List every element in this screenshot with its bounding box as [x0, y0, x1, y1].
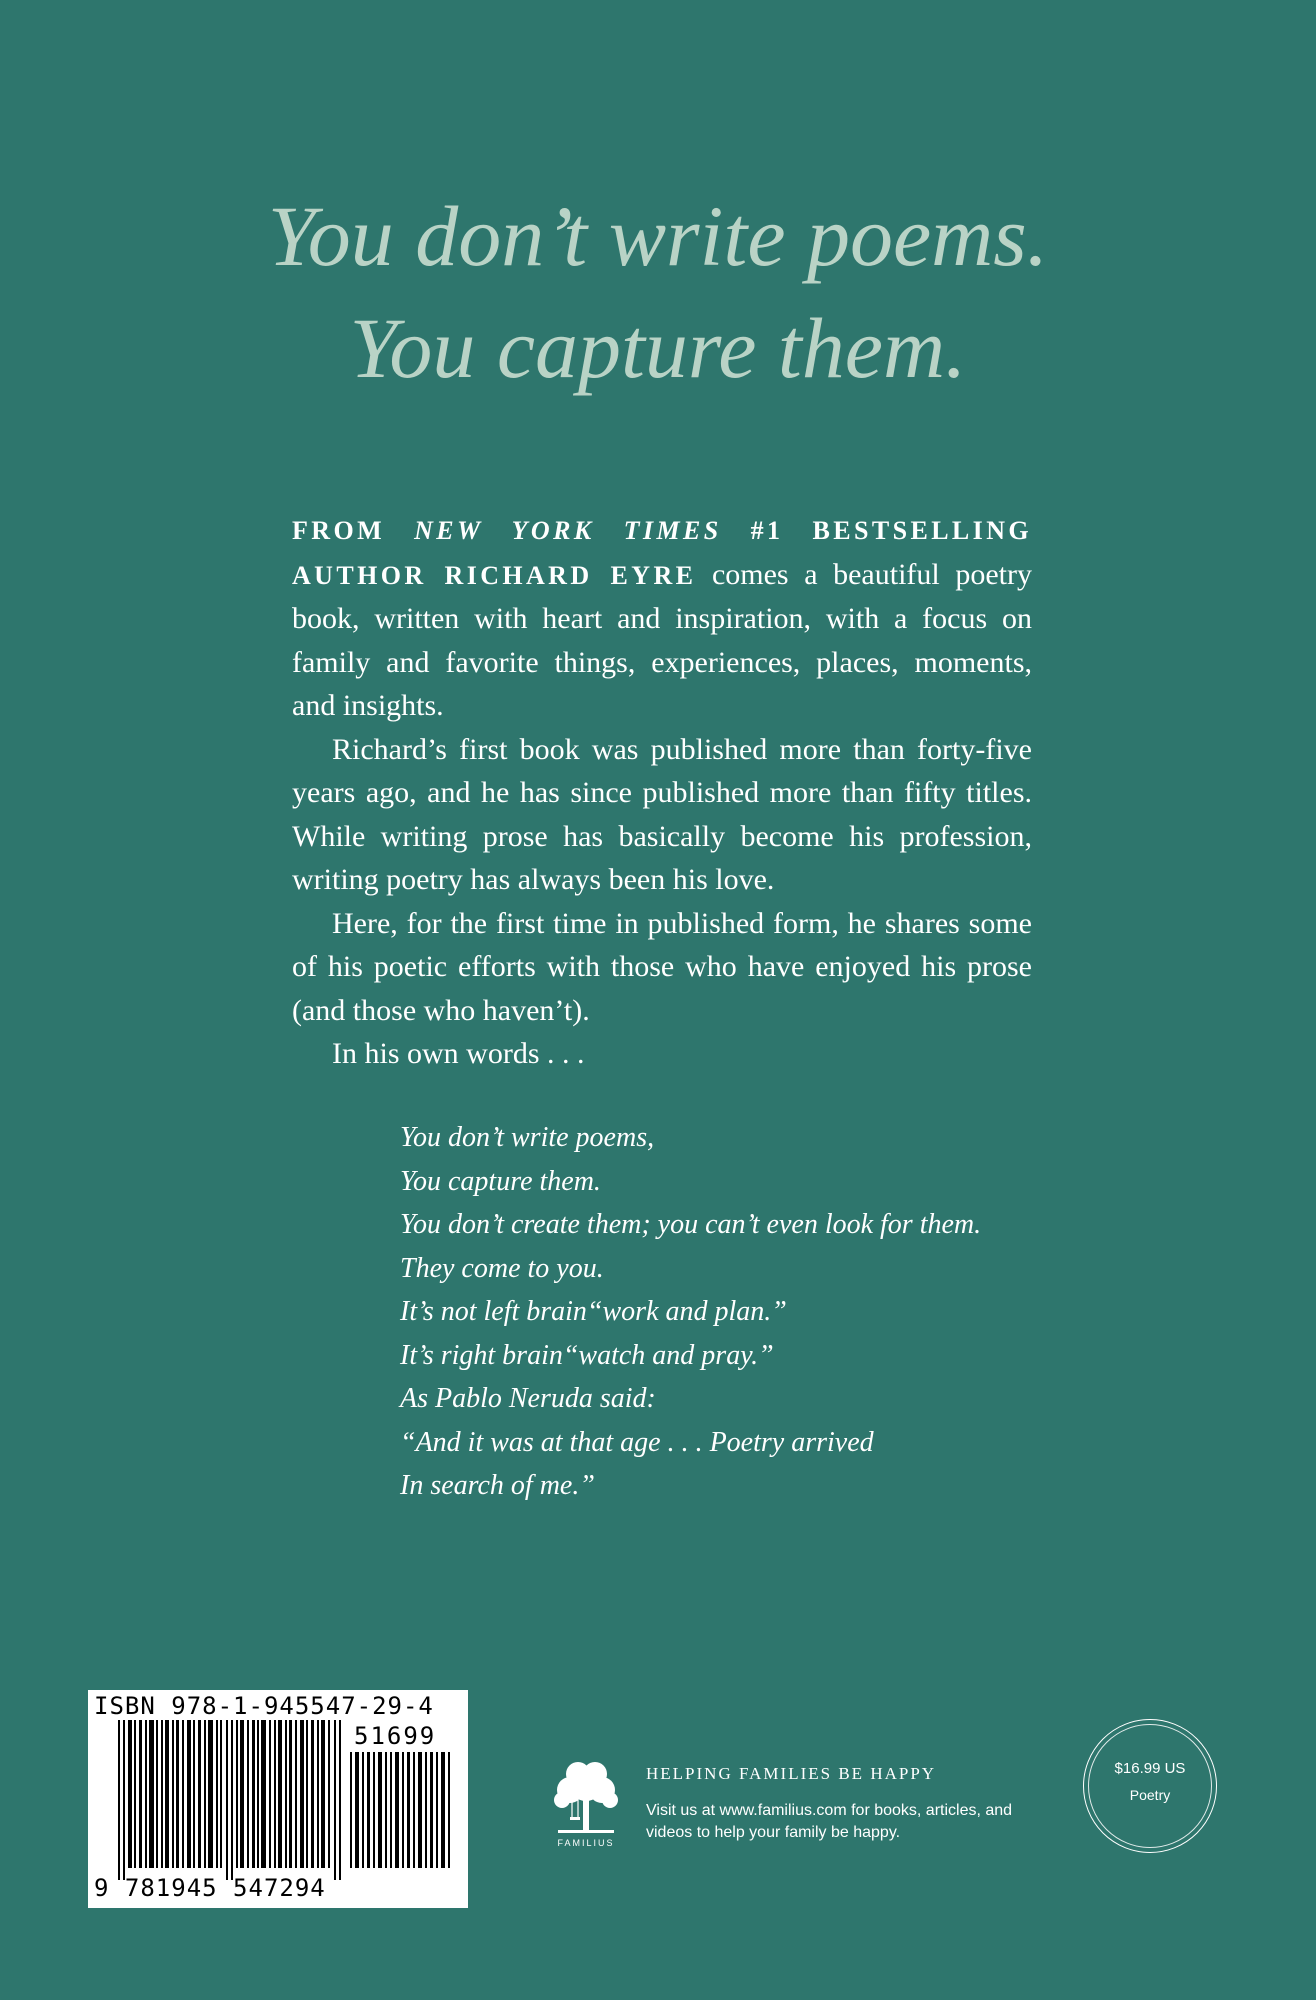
familius-logo-wordmark: FAMILIUS — [557, 1838, 615, 1848]
description-paragraph-4: In his own words . . . — [332, 1037, 585, 1070]
ean-bars — [118, 1720, 343, 1880]
poem-line: You don’t create them; you can’t even look for them. — [400, 1209, 982, 1240]
cover-tagline — [0, 180, 1316, 404]
nyt-title: NEW YORK TIMES — [414, 516, 722, 545]
poem-line: You don’t write poems, — [400, 1122, 655, 1153]
isbn-number: ISBN 978-1-945547-29-4 — [94, 1692, 434, 1720]
price-amount: $16.99 US — [1114, 1760, 1186, 1777]
poem-line: As Pablo Neruda said: — [400, 1383, 656, 1414]
price-badge — [1083, 1719, 1217, 1853]
author-lead-in: FROM NEW YORK TIMES #1 BESTSELLING AUTHOR RICHARD EYRE — [292, 516, 1032, 590]
description-paragraph-2: Richard’s first book was published more than forty-five years ago, and he has since published more than fifty titles. While writing prose has basically become his profession, writing poetry has always been his love. — [292, 732, 1032, 896]
poem-line: You capture them. — [400, 1165, 601, 1197]
isbn-barcode — [88, 1690, 468, 1908]
poem-line: It’s not left brain“work and plan.” — [400, 1296, 787, 1327]
price-category: Poetry — [1129, 1787, 1171, 1803]
tagline-line-2: You capture them. — [349, 300, 967, 396]
tagline-line-1: You don’t write poems. — [267, 188, 1049, 284]
description-paragraph-3: Here, for the first time in published form, he shares some of his poetic efforts with those who have enjoyed his prose (and those who haven’t). — [292, 906, 1032, 1027]
price-addon-bars — [350, 1752, 460, 1868]
poem-line: They come to you. — [400, 1252, 604, 1284]
ean-digits: 9 781945 547294 — [94, 1874, 326, 1902]
familius-tree-logo-icon — [548, 1754, 624, 1850]
barcode-price-code: 51699 — [354, 1722, 437, 1750]
poem-line: In search of me.” — [400, 1470, 595, 1501]
book-description — [292, 508, 1032, 1076]
poem-line: “And it was at that age . . . Poetry arrived — [400, 1426, 874, 1458]
publisher-info: Visit us at www.familius.com for books, articles, and videos to help your family be happy. — [646, 1802, 1013, 1841]
poem-excerpt — [400, 1116, 981, 1508]
publisher-slogan: HELPING FAMILIES BE HAPPY — [646, 1764, 937, 1783]
description-paragraph-1: FROM NEW YORK TIMES #1 BESTSELLING AUTHOR RICHARD EYRE comes a beautiful poetry book, written with heart and inspiration, with a focus on family and favorite things, experiences, places, moments, and insights. — [292, 516, 1032, 722]
poem-line: It’s right brain“watch and pray.” — [400, 1339, 774, 1371]
